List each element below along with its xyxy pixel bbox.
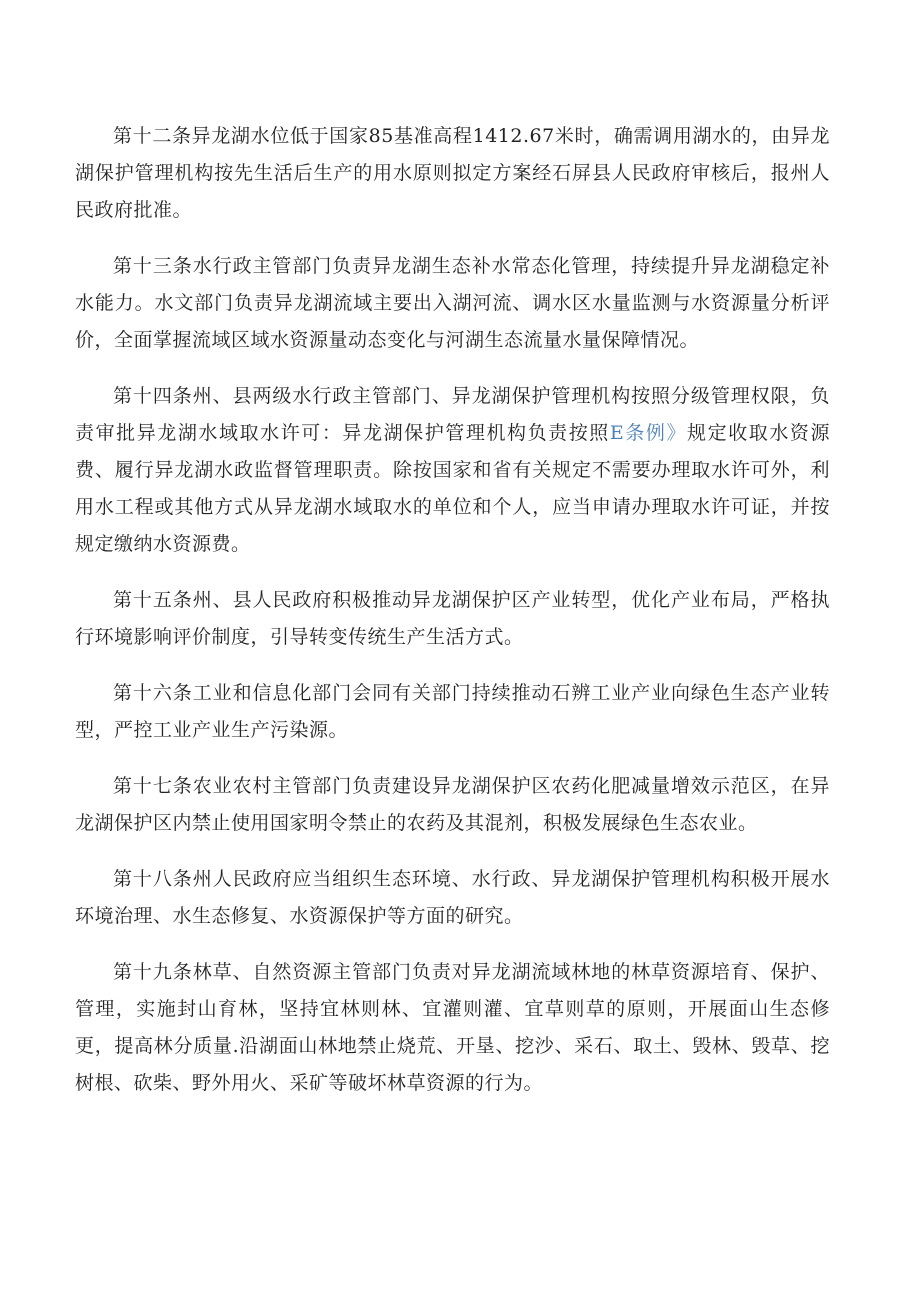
article-16-paragraph: 第十六条工业和信息化部门会同有关部门持续推动石辨工业产业向绿色生态产业转型，严控工业产业生产污染源。 [75,682,830,741]
article-17-paragraph: 第十七条农业农村主管部门负责建设异龙湖保护区农药化肥减量增效示范区，在异龙湖保护区内禁止使用国家明令禁止的农药及其混剂，积极发展绿色生态农业。 [75,775,830,834]
regulation-link[interactable]: E条例》 [609,422,688,444]
article-12-paragraph: 第十二条异龙湖水位低于国家85基准高程1412.67米时，确需调用湖水的，由异龙湖保护管理机构按先生活后生产的用水原则拟定方案经石屏县人民政府审核后，报州人民政府批准。 [75,125,830,221]
article-14-paragraph [75,378,830,563]
article-19-paragraph: 第十九条林草、自然资源主管部门负责对异龙湖流域林地的林草资源培育、保护、管理，实施封山育林，坚持宜林则林、宜灌则灌、宜草则草的原则，开展面山生态修更，提高林分质量.沿湖面山林地禁止烧荒、开垦、挖沙、采石、取土、毁林、毁草、挖树根、砍柴、野外用火、采矿等破坏林草资源的行为。 [75,961,830,1094]
article-18-paragraph: 第十八条州人民政府应当组织生态环境、水行政、异龙湖保护管理机构积极开展水环境治理、水生态修复、水资源保护等方面的研究。 [75,868,830,927]
document-body [75,118,830,1121]
article-15-paragraph: 第十五条州、县人民政府积极推动异龙湖保护区产业转型，优化产业布局，严格执行环境影响评价制度，引导转变传统生产生活方式。 [75,589,830,648]
article-13-paragraph: 第十三条水行政主管部门负责异龙湖生态补水常态化管理，持续提升异龙湖稳定补水能力。水文部门负责异龙湖流域主要出入湖河流、调水区水量监测与水资源量分析评价，全面掌握流域区域水资源量动态变化与河湖生态流量水量保障情况。 [75,255,830,351]
article-14-text-after: 规定收取水资源费、履行异龙湖水政监督管理职责。除按国家和省有关规定不需要办理取水许可外，利用水工程或其他方式从异龙湖水域取水的单位和个人，应当申请办理取水许可证，并按规定缴纳水资源费。 [75,422,830,555]
article-14-text-before: 第十四条州、县两级水行政主管部门、异龙湖保护管理机构按照分级管理权限，负责审批异龙湖水域取水许可：异龙湖保护管理机构负责按照 [75,385,830,444]
